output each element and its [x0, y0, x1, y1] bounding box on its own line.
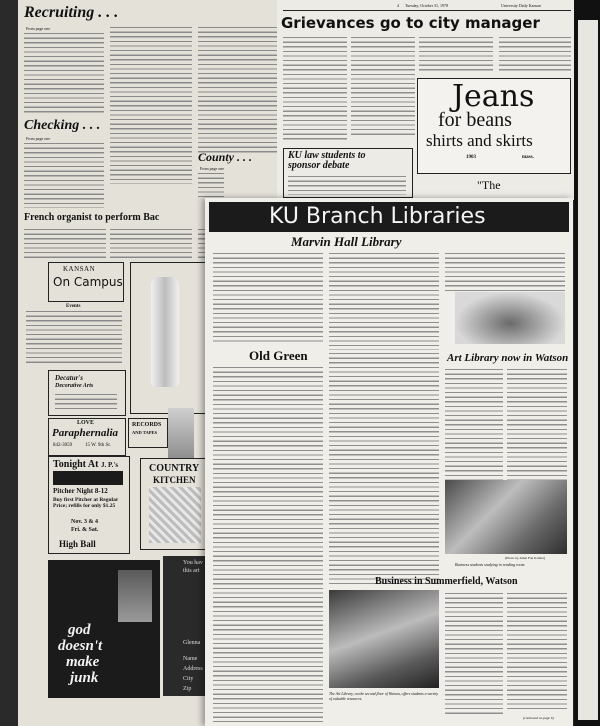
- glen-line4: Name: [183, 656, 198, 662]
- tonight-dates: Nov. 3 & 4: [71, 519, 98, 525]
- masthead-page: 4: [397, 3, 399, 8]
- records-ad: [128, 418, 168, 448]
- recruiting-text-col1: [24, 32, 104, 114]
- country-illustration: [149, 487, 201, 543]
- decatur-ad: [48, 370, 126, 416]
- grievances-text-col4: [499, 36, 571, 74]
- country-kitchen-ad: [140, 458, 212, 550]
- recruiting-text-col2: [110, 26, 192, 184]
- county-cont: From page one: [200, 166, 224, 171]
- banner: [209, 202, 569, 232]
- business-headline: Business in Summerfield, Watson: [375, 576, 518, 587]
- god-line3: make: [66, 654, 100, 670]
- recruiting-headline: Recruiting . . .: [24, 4, 119, 21]
- county-headline: County . . .: [198, 150, 253, 164]
- next-page-edge: [574, 0, 600, 726]
- checking-cont: From page one: [26, 136, 50, 141]
- ad-bottom: "The: [477, 178, 501, 192]
- tonight-days: Fri. & Sat.: [71, 527, 99, 533]
- bottle-ad: [130, 262, 212, 414]
- next-page-strip: [578, 20, 598, 720]
- masthead-date: Tuesday, October 31, 1978: [405, 3, 449, 8]
- checking-text: [24, 142, 104, 208]
- god-ad-photo: [118, 570, 152, 622]
- marvin-text-col2: [329, 252, 439, 350]
- jeans-line1: Jeans: [452, 79, 535, 114]
- glen-line7: Zip: [183, 686, 192, 692]
- glen-line3: Glenna: [183, 640, 201, 646]
- kansan-subtitle: On Campus: [53, 275, 123, 289]
- sponsor-text: [288, 175, 406, 195]
- tonight-brand: High Ball: [59, 539, 96, 549]
- art-text-col2: [507, 368, 567, 480]
- french-text-col1: [24, 228, 106, 258]
- caption-business: Business students studying in reading room.: [455, 562, 526, 567]
- decatur-tag: Decorative Arts: [55, 383, 94, 389]
- figure-illustration: [168, 408, 194, 458]
- recruiting-cont: From page one: [26, 26, 50, 31]
- photo-credit: (Photo by Allen Fan Kolder): [505, 556, 546, 560]
- bottle-illustration: [151, 277, 179, 387]
- country-title: COUNTRY: [149, 463, 200, 474]
- tonight-logo: [53, 471, 123, 485]
- grievances-text-col1: [283, 36, 347, 142]
- love-paraphernalia-ad: [48, 418, 126, 456]
- old-green-text-col2: [329, 352, 439, 584]
- god-line2: doesn't: [58, 638, 103, 654]
- events-label: Events: [66, 304, 81, 309]
- love-top: LOVE: [77, 420, 95, 426]
- glen-line2: this art: [183, 568, 200, 574]
- art-text-col1: [445, 368, 503, 480]
- branch-libraries-page: [205, 198, 573, 726]
- glen-line1: You hav: [183, 560, 203, 566]
- sponsor-debate-box: [283, 148, 413, 198]
- god-junk-ad: [48, 560, 160, 698]
- business-photo: [445, 480, 567, 554]
- grievances-text-col3: [419, 36, 493, 74]
- french-text-col2: [110, 228, 192, 258]
- grievances-text-col2: [351, 36, 415, 136]
- marvin-text-col1: [213, 252, 323, 344]
- masthead-paper: University Daily Kansan: [501, 3, 541, 8]
- old-green-headline: Old Green: [249, 348, 308, 363]
- jeans-line2: for beans: [438, 109, 512, 131]
- jeans-ad: [417, 78, 571, 174]
- business-text-col2: [507, 592, 567, 712]
- kansan-on-campus-box: [48, 262, 124, 302]
- tonight-promo: Pitcher Night 8-12: [53, 487, 108, 495]
- love-name: Paraphernalia: [52, 427, 119, 439]
- grievances-headline: Grievances go to city manager: [281, 14, 540, 32]
- marvin-text-col3: [445, 252, 565, 292]
- art-headline: Art Library now in Watson: [447, 352, 569, 364]
- decatur-text: [55, 393, 117, 411]
- decatur-name: Decatur's: [55, 374, 83, 382]
- kansan-title: KANSAN: [63, 265, 96, 273]
- love-phone: 842-3059: [53, 443, 73, 448]
- jeans-year: 1903: [466, 155, 476, 160]
- business-text-col1: [445, 592, 503, 716]
- sponsor-headline: KU law students to sponsor debate: [288, 150, 366, 171]
- banner-title: KU Branch Libraries: [269, 204, 486, 229]
- records-sub: AND TAPES: [132, 430, 157, 435]
- god-line4: junk: [70, 670, 99, 686]
- glen-line6: City: [183, 676, 194, 682]
- tonight-jps-ad: [48, 456, 130, 554]
- tonight-place: J. P.'s: [101, 461, 119, 469]
- tonight-title: Tonight At: [53, 459, 99, 470]
- masthead-rule: [283, 10, 571, 11]
- tonight-promo2: Buy first Pitcher at Regular Price; refills for only $1.25: [53, 497, 119, 509]
- french-headline: French organist to perform Bac: [24, 212, 160, 223]
- old-green-text-col1: [213, 366, 323, 722]
- art-library-photo: [329, 590, 439, 688]
- jeans-small: mass.: [522, 155, 534, 160]
- jeans-line3: shirts and skirts: [426, 131, 533, 150]
- continued-note: (continued on page 6): [523, 716, 554, 720]
- caption-art: The Art Library, on the second floor of Watson, offers students a variety of valuable resources.: [329, 692, 439, 701]
- god-line1: god: [68, 622, 91, 638]
- country-sub: KITCHEN: [153, 475, 196, 485]
- checking-headline: Checking . . .: [24, 118, 101, 133]
- glen-line5: Address: [183, 666, 203, 672]
- county-text: [198, 172, 224, 200]
- records-title: RECORDS: [132, 422, 162, 428]
- love-addr: 15 W. 9th St.: [85, 443, 111, 448]
- recruiting-text-col3: [198, 26, 278, 156]
- marvin-headline: Marvin Hall Library: [291, 234, 402, 249]
- marvin-illustration: [455, 292, 565, 344]
- right-page: [277, 0, 574, 200]
- events-text: [26, 310, 122, 366]
